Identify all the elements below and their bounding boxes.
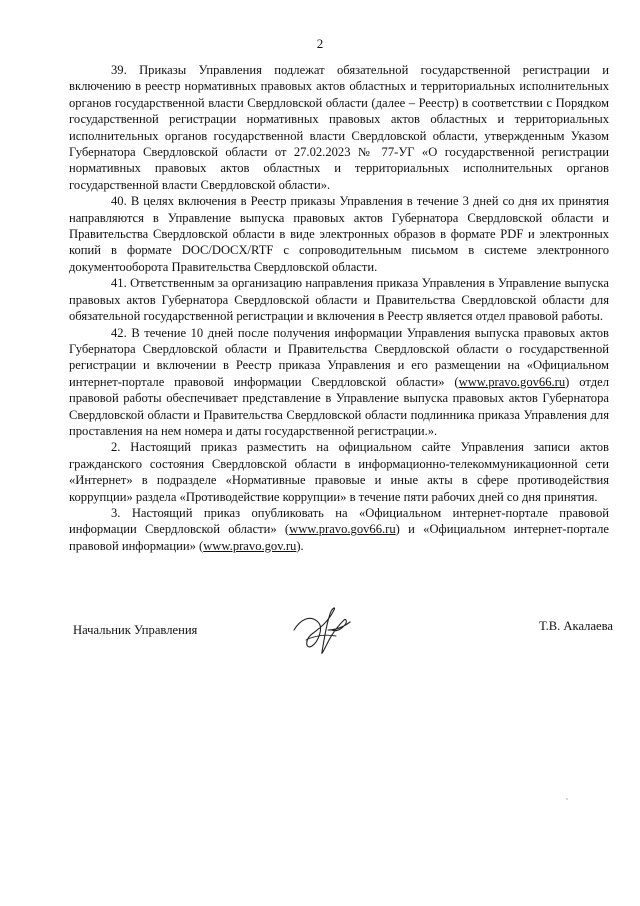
item-2: 2. Настоящий приказ разместить на официальном сайте Управления записи актов гражданского состояния Свердловской области в информационно-телекоммуникационной сети «Интернет» в подразделе «Нормативные правовые и иные акты в сфере противодействия коррупции» раздела «Противодействие коррупции» в течение пяти рабочих дней со дня принятия.	[69, 440, 609, 504]
paragraph-42-text-end: ) отдел правовой работы обеспечивает представление в Управление выпуска правовых актов Губернатора Свердловской области и Правительства Свердловской области подлинника приказа Управления для проставления на нем номера и даты государственной регистрации.».	[69, 374, 609, 438]
paragraph-40: 40. В целях включения в Реестр приказы Управления в течение 3 дней со дня их принятия направляются в Управление выпуска правовых актов Губернатора Свердловской области и Правительства Свердловской области в виде электронных образов в формате PDF и электронных копий в формате DOC/DOCX/RTF с сопроводительным письмом в системе электронного документооборота Правительства Свердловской области.	[69, 194, 609, 274]
document-body	[69, 62, 609, 554]
paragraph-42	[69, 325, 609, 440]
item-3-text-end: ).	[296, 538, 304, 553]
handwritten-signature	[288, 600, 358, 660]
pravo-gov66-link[interactable]: www.pravo.gov66.ru	[458, 374, 566, 389]
item-3	[69, 505, 609, 554]
page-number: 2	[316, 36, 324, 51]
paragraph-42-text-start: 42. В течение 10 дней после получения информации Управления выпуска правовых актов Губернатора Свердловской области и Правительства Свердловской области о государственной регистрации и включении в Реестр приказа Управления и его размещении на «Официальном интернет-портале правовой информации Свердловской области» (	[69, 325, 609, 389]
signer-position: Начальник Управления	[73, 623, 198, 637]
paragraph-41: 41. Ответственным за организацию направления приказа Управления в Управление выпуска правовых актов Губернатора Свердловской области и Правительства Свердловской области для обязательной государственной регистрации и включения в Реестр является отдел правовой работы.	[69, 276, 609, 324]
item-3-text-start: 3. Настоящий приказ опубликовать на «Официальном интернет-портале правовой информации Свердловской области» (	[69, 505, 609, 537]
paragraph-39: 39. Приказы Управления подлежат обязательной государственной регистрации и включению в реестр нормативных правовых актов областных и территориальных исполнительных органов государственной власти Свердловской области (далее – Реестр) в соответствии с Порядком государственной регистрации нормативных правовых актов областных и территориальных исполнительных органов государственной власти Свердловской области, утвержденным Указом Губернатора Свердловской области от 27.02.2023 № 77-УГ «О государственной регистрации нормативных правовых актов областных и территориальных исполнительных органов государственной власти Свердловской области».	[69, 63, 609, 192]
scan-dot	[566, 798, 568, 800]
item-3-text-middle: ) и «Официальном интернет-портале правовой информации» (	[69, 522, 609, 553]
signer-name: Т.В. Акалаева	[539, 619, 613, 633]
pravo-gov-link[interactable]: www.pravo.gov.ru	[203, 538, 297, 553]
signature-block	[73, 610, 613, 660]
pravo-gov66-link-2[interactable]: www.pravo.gov66.ru	[289, 522, 396, 537]
